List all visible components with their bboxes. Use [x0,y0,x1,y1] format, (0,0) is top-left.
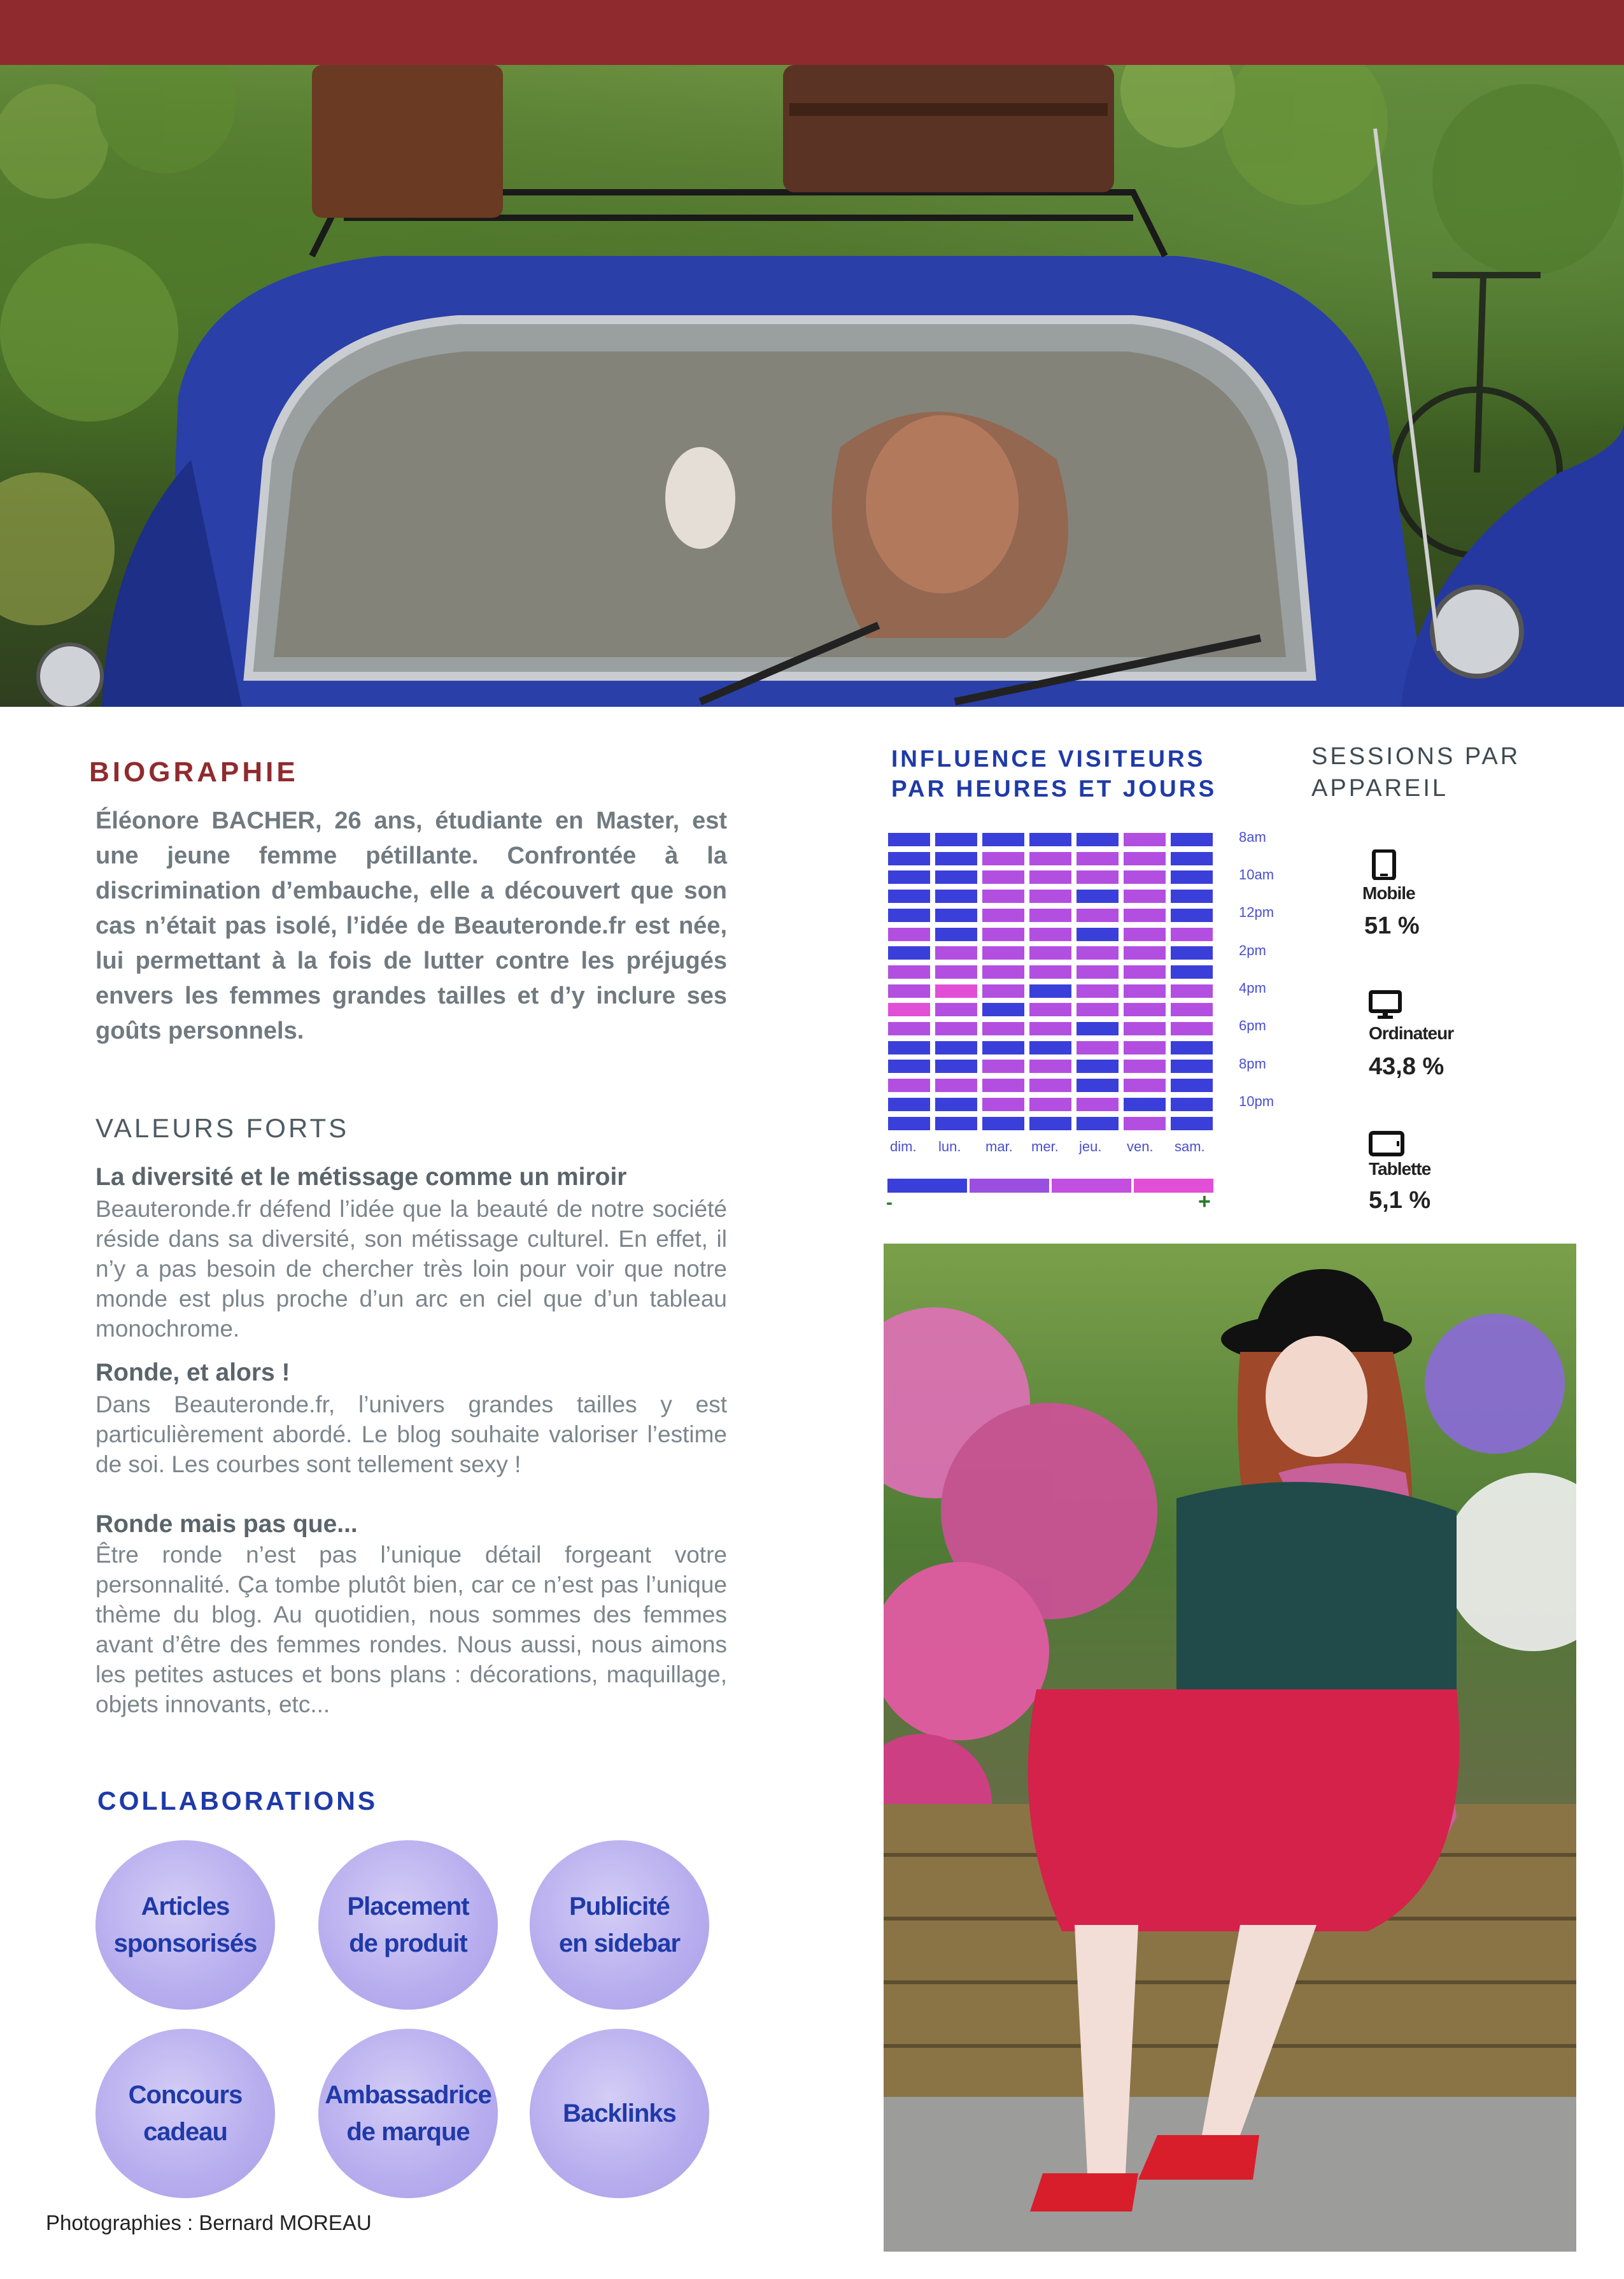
heatmap-cell [935,984,977,998]
heatmap-cell [1124,890,1166,903]
legend-max-label: + [1198,1189,1211,1214]
heatmap-cell [1171,833,1213,846]
heatmap-cell [982,909,1024,922]
heatmap-cell [1171,1060,1213,1073]
device-value-ordinateur: 43,8 % [1369,1053,1444,1080]
device-label-mobile: Mobile [1362,883,1415,903]
top-color-band [0,0,1624,65]
heatmap-cell [1077,1060,1119,1073]
heatmap-cell [1124,833,1166,846]
collaborations-heading: COLLABORATIONS [97,1786,378,1815]
heatmap-cell [1029,1022,1071,1035]
legend-swatch-mid [970,1179,1049,1193]
influence-heading-line1: INFLUENCE VISITEURS [891,746,1206,772]
heatmap-cell [1029,1117,1071,1130]
mobile-icon [1371,849,1397,880]
time-label: 12pm [1239,904,1274,920]
sessions-heading-line2: APPAREIL [1311,775,1449,802]
heatmap-cell [1029,1003,1071,1016]
value-title-ronde: Ronde, et alors ! [95,1359,290,1386]
heatmap-cell [1077,928,1119,941]
heatmap-cell [982,928,1024,941]
heatmap-cell [888,833,930,846]
heatmap-cell [1171,984,1213,998]
heatmap-cell [888,1022,930,1035]
heatmap-cell [982,946,1024,960]
heatmap-cell [1077,833,1119,846]
heatmap-cell [888,965,930,979]
heatmap-cell [1029,946,1071,960]
heatmap-cell [1077,1003,1119,1016]
value-body-ronde: Dans Beauteronde.fr, l’univers grandes tailles y est particulièrement abordé. Le blog souhaite valoriser l’estime de soi. Les courbes sont tellement sexy ! [95,1391,727,1477]
heatmap-cell [935,1117,977,1130]
heatmap-cell [1077,984,1119,998]
heatmap-cell [1171,1003,1213,1016]
heatmap-cell [1029,1041,1071,1054]
heatmap-cell [1124,984,1166,998]
heatmap-cell [1077,909,1119,922]
heatmap-cell [888,928,930,941]
heatmap-cell [1029,833,1071,846]
heatmap-cell [1029,852,1071,865]
heatmap-cell [888,870,930,884]
day-label: mer. [1031,1139,1059,1154]
collab-ambassadrice-marque: Ambassadrice de marque [318,2029,498,2198]
time-label: 8pm [1239,1056,1266,1072]
heatmap-cell [1029,1098,1071,1111]
value-body-pas-que: Être ronde n’est pas l’unique détail forgeant votre personnalité. Ça tombe plutôt bien, car ce n’est pas l’unique thème du blog. Au quotidien, nous sommes des femmes avant d’être des femmes rondes. Nous aussi, nous aimons les petites astuces et bons plans : décorations, maquillage, objets innovants, etc... [95,1542,727,1717]
collab-concours-cadeau: Concours cadeau [95,2029,275,2198]
heatmap-cell [888,1003,930,1016]
hero-photo-car [0,65,1624,707]
tablet-icon [1369,1131,1404,1156]
heatmap-cell [888,909,930,922]
heatmap-cell [982,1117,1024,1130]
heatmap-cell [1124,1098,1166,1111]
time-label: 8am [1239,829,1266,845]
time-label: 2pm [1239,942,1266,958]
values-heading: VALEURS FORTS [95,1113,350,1143]
legend-swatch-low [887,1179,967,1193]
heatmap-cell [1124,1060,1166,1073]
value-title-diversity: La diversité et le métissage comme un miroir [95,1163,627,1191]
heatmap-cell [1077,852,1119,865]
heatmap-cell [1077,965,1119,979]
heatmap-cell [1029,984,1071,998]
heatmap-cell [1124,870,1166,884]
heatmap-cell [1029,928,1071,941]
time-label: 10pm [1239,1093,1274,1109]
heatmap-cell [935,1079,977,1092]
heatmap-cell [935,1098,977,1111]
heatmap-cell [935,852,977,865]
heatmap-cell [1124,1022,1166,1035]
time-label: 4pm [1239,980,1266,996]
heatmap-cell [888,1098,930,1111]
heatmap-cell [1124,852,1166,865]
value-body-diversity: Beauteronde.fr défend l’idée que la beauté de notre société réside dans sa diversité, son métissage culturel. En effet, il n’y a pas besoin de chercher très loin pour voir que notre monde est plus proche d’un arc en ciel que d’un tableau monochrome. [95,1196,727,1342]
heatmap-cell [1171,928,1213,941]
collab-placement-produit: Placement de produit [318,1840,498,2010]
time-label: 6pm [1239,1018,1266,1033]
influence-heading-line2: PAR HEURES ET JOURS [891,776,1217,802]
heatmap-cell [935,890,977,903]
heatmap-cell [1171,1041,1213,1054]
day-label: lun. [938,1139,961,1154]
value-title-pas-que: Ronde mais pas que... [95,1510,358,1538]
heatmap-cell [1029,1060,1071,1073]
day-label: mar. [985,1139,1013,1154]
heatmap-cell [935,946,977,960]
heatmap-cell [888,1117,930,1130]
heatmap-cell [888,852,930,865]
biography-text: Éléonore BACHER, 26 ans, étudiante en Master, est une jeune femme pétillante. Confrontée à la discrimination d’embauche, elle a découvert que son cas n’était pas isolé, l’idée de Beauteronde.fr est née, lui permettant à la fois de lutter contre les préjugés envers les femmes grandes tailles et d’y inclure ses goûts personnels. [95,807,727,1044]
influence-heading [891,744,1217,804]
heatmap-cell [1077,870,1119,884]
heatmap-cell [1124,1079,1166,1092]
heatmap-cell [935,1003,977,1016]
heatmap-cell [982,1079,1024,1092]
heatmap-cell [1124,909,1166,922]
heatmap-cell [982,984,1024,998]
heatmap-cell [1077,1079,1119,1092]
heatmap-cell [982,852,1024,865]
heatmap-cell [1124,1003,1166,1016]
heatmap-cell [935,1060,977,1073]
heatmap-cell [1077,946,1119,960]
monitor-icon [1369,990,1402,1019]
day-label: dim. [890,1139,917,1154]
heatmap-cell [935,965,977,979]
heatmap-cell [1029,1079,1071,1092]
legend-min-label: - [886,1192,893,1213]
heatmap-cell [935,833,977,846]
heatmap-cell [982,890,1024,903]
heatmap-cell [982,1022,1024,1035]
device-label-tablette: Tablette [1369,1159,1431,1179]
heatmap-cell [1029,965,1071,979]
heatmap-cell [1124,946,1166,960]
heatmap-cell [1124,1041,1166,1054]
heatmap-cell [1077,1098,1119,1111]
heatmap-cell [1029,890,1071,903]
heatmap-cell [935,870,977,884]
heatmap-cell [1029,870,1071,884]
heatmap-cell [1171,1079,1213,1092]
biography-heading: BIOGRAPHIE [89,756,299,788]
heatmap-cell [1171,852,1213,865]
device-value-mobile: 51 % [1364,912,1420,939]
heatmap-cell [982,1003,1024,1016]
heatmap-cell [1171,909,1213,922]
heatmap-cell [1171,1098,1213,1111]
heatmap-cell [1171,965,1213,979]
heatmap-cell [982,1041,1024,1054]
sessions-heading [1311,741,1520,804]
legend-swatch-high [1052,1179,1131,1193]
heatmap-cell [935,928,977,941]
device-label-ordinateur: Ordinateur [1369,1023,1454,1043]
heatmap-cell [888,890,930,903]
heatmap-cell [1077,1022,1119,1035]
heatmap-cell [935,909,977,922]
heatmap-cell [888,1079,930,1092]
heatmap-cell [1171,890,1213,903]
heatmap-cell [982,833,1024,846]
device-value-tablette: 5,1 % [1369,1187,1431,1214]
heatmap-cell [1124,928,1166,941]
collab-backlinks: Backlinks [530,2029,709,2198]
collab-articles-sponsorises: Articles sponsorisés [95,1840,275,2010]
day-label: ven. [1127,1139,1154,1154]
heatmap-cell [888,1060,930,1073]
heatmap-cell [1077,1117,1119,1130]
heatmap-cell [935,1041,977,1054]
heatmap-cell [888,1041,930,1054]
heatmap-cell [982,1060,1024,1073]
heatmap-cell [982,965,1024,979]
photo-credit: Photographies : Bernard MOREAU [46,2211,372,2234]
heatmap-cell [1029,909,1071,922]
heatmap-cell [888,984,930,998]
heatmap-cell [1171,1022,1213,1035]
time-label: 10am [1239,867,1274,883]
day-label: sam. [1175,1139,1205,1154]
heatmap-cell [982,1098,1024,1111]
heatmap-cell [1124,1117,1166,1130]
heatmap-cell [1171,946,1213,960]
portrait-photo-flowers [884,1244,1576,2252]
heatmap-cell [888,946,930,960]
heatmap-cell [935,1022,977,1035]
sessions-heading-line1: SESSIONS PAR [1311,743,1521,770]
heatmap-cell [1171,870,1213,884]
heatmap-cell [1077,1041,1119,1054]
collab-publicite-sidebar: Publicité en sidebar [530,1840,709,2010]
heatmap-cell [1077,890,1119,903]
heatmap-cell [982,870,1024,884]
day-label: jeu. [1079,1139,1102,1154]
heatmap-cell [1171,1117,1213,1130]
heatmap-cell [1124,965,1166,979]
